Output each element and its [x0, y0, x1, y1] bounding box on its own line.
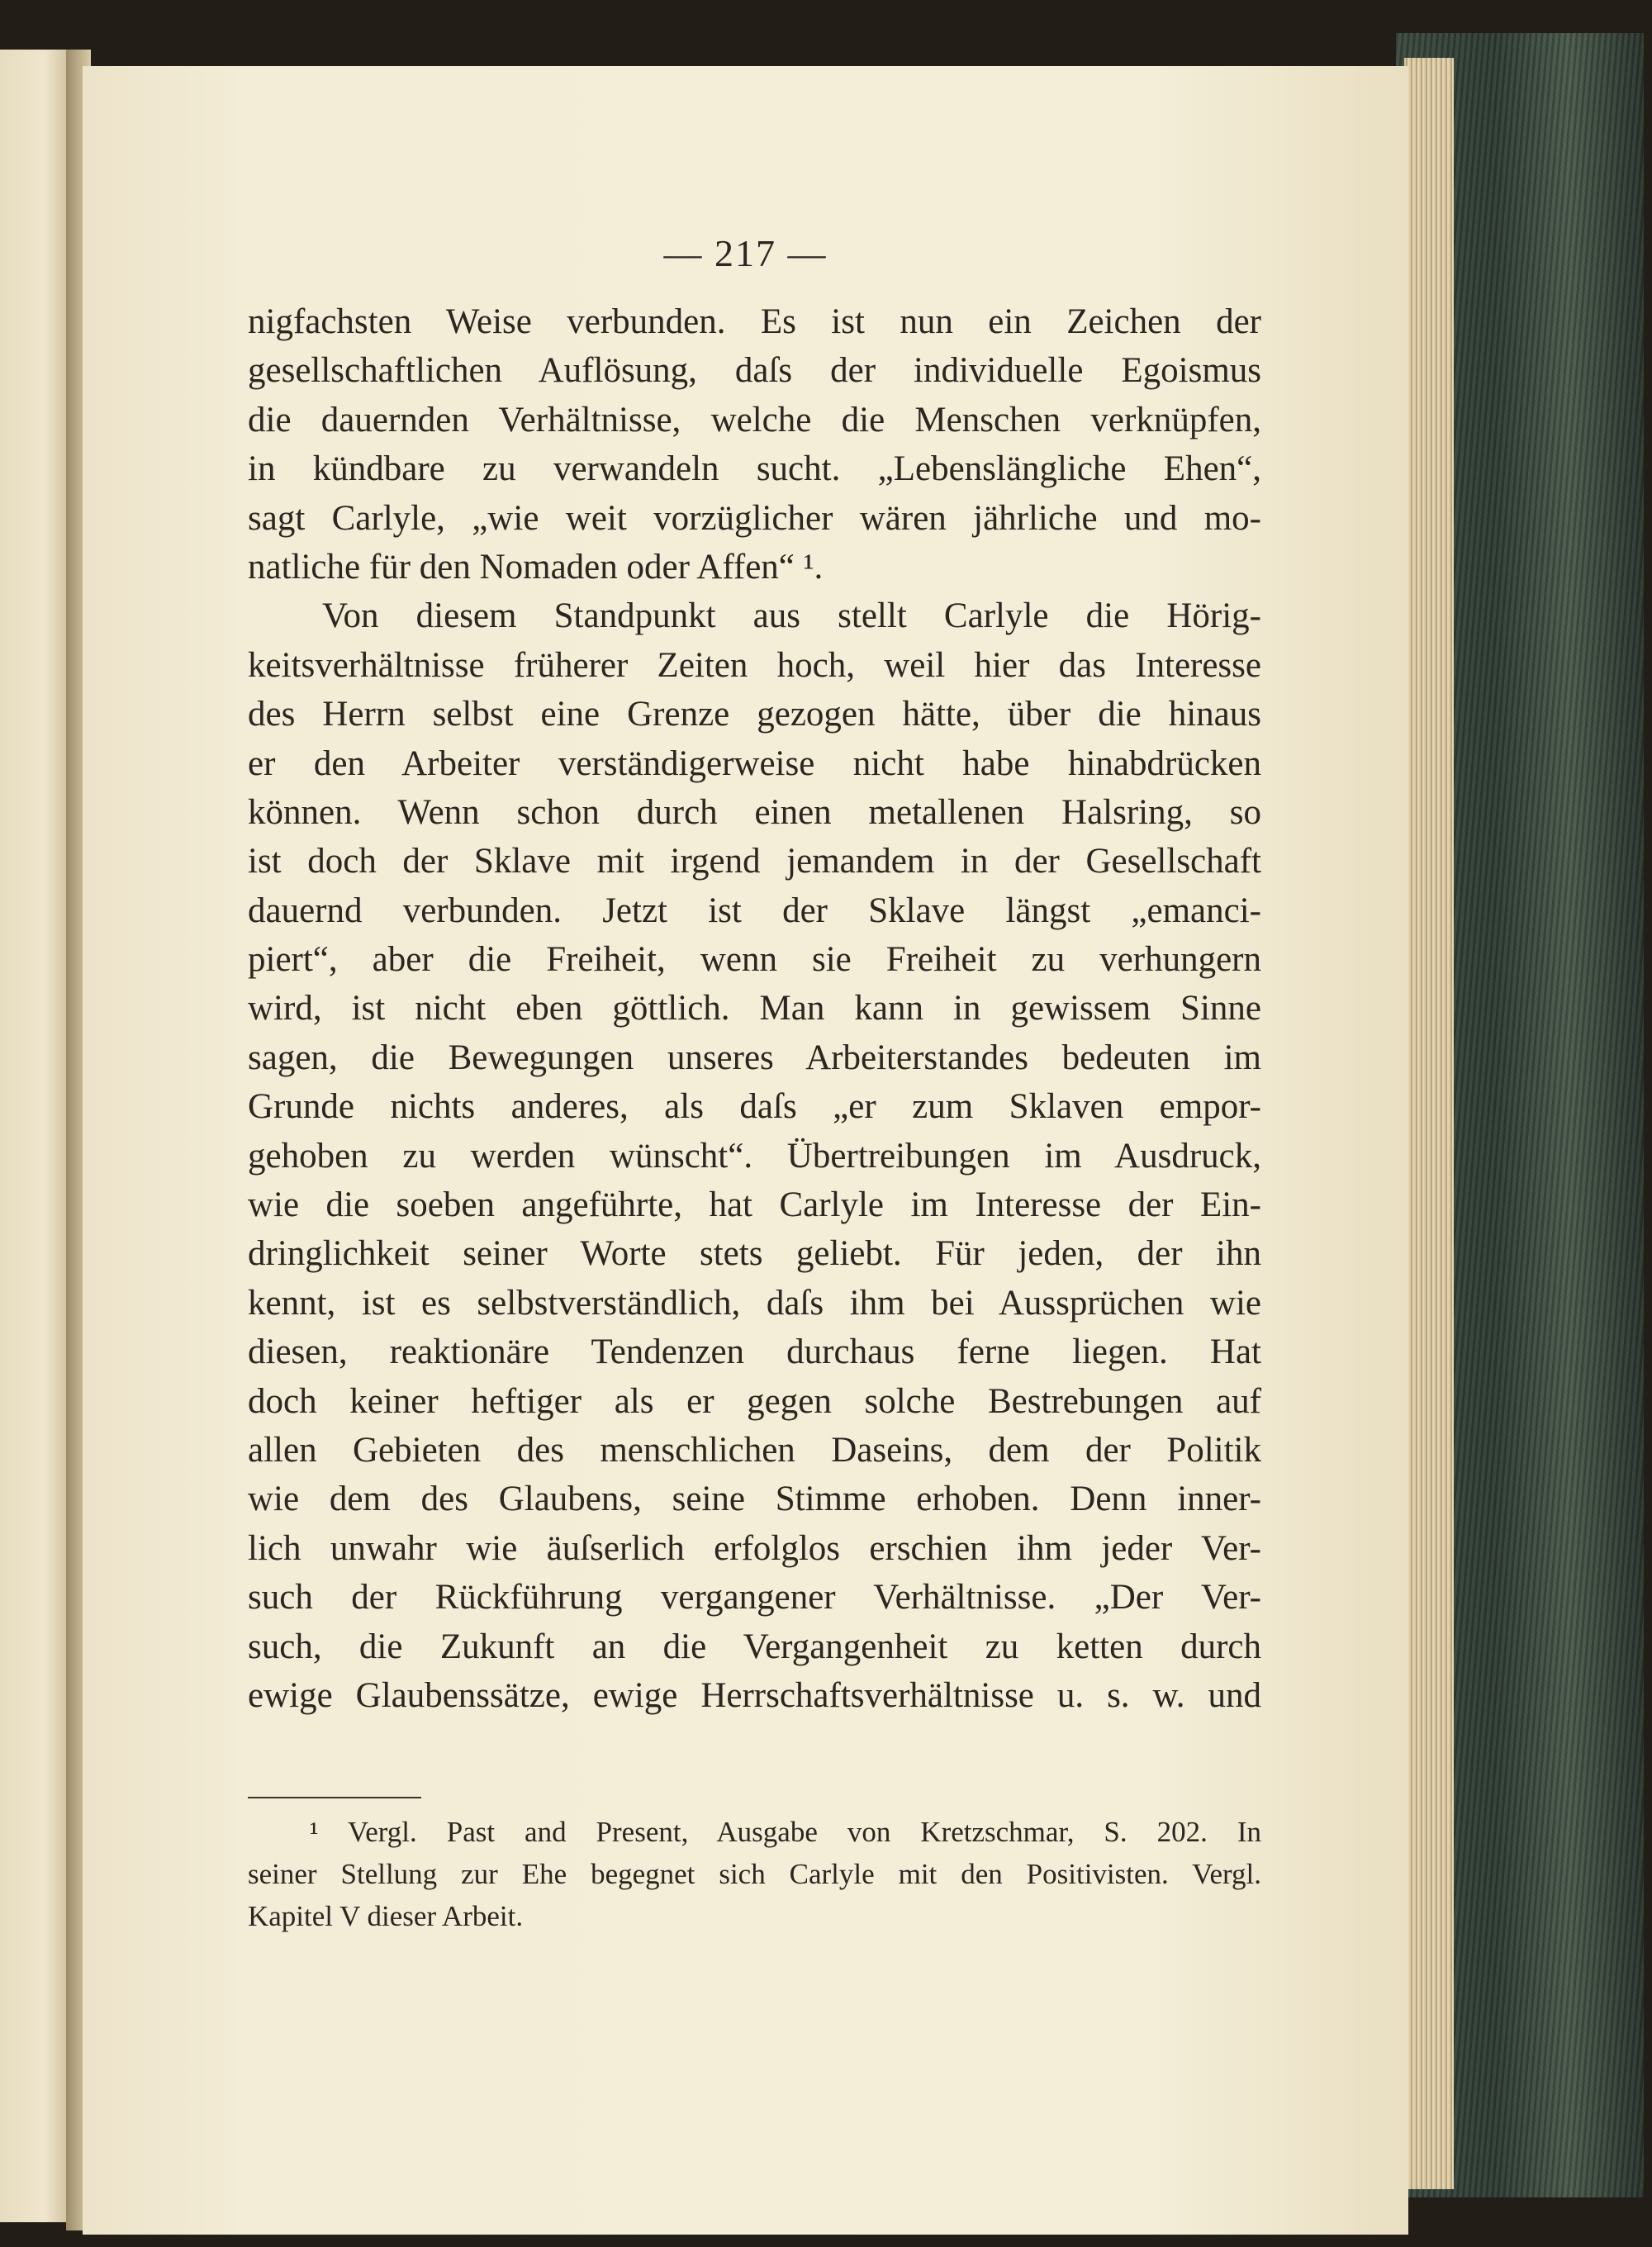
- text-line: such der Rückführung vergangener Verhältnisse. „Der Ver-: [248, 1578, 1261, 1618]
- text-line: wird, ist nicht eben göttlich. Man kann in gewissem Sinne: [248, 989, 1261, 1028]
- footnote: [248, 1811, 1261, 1937]
- text-line: gehoben zu werden wünscht“. Übertreibungen im Ausdruck,: [248, 1136, 1261, 1176]
- text-line: natliche für den Nomaden oder Affen“ ¹.: [248, 547, 824, 587]
- text-line: er den Arbeiter verständigerweise nicht habe hinabdrücken: [248, 743, 1261, 783]
- page-number: — 217 —: [663, 232, 828, 274]
- text-line: such, die Zukunft an die Vergangenheit zu ketten durch: [248, 1627, 1261, 1666]
- text-line: in kündbare zu verwandeln sucht. „Lebenslängliche Ehen“,: [248, 449, 1261, 489]
- text-line: allen Gebieten des menschlichen Daseins, dem der Politik: [248, 1430, 1261, 1470]
- text-line: nigfachsten Weise verbunden. Es ist nun ein Zeichen der: [248, 302, 1261, 341]
- text-line: lich unwahr wie äuſserlich erfolglos erschien ihm jeder Ver-: [248, 1528, 1261, 1568]
- text-line: die dauernden Verhältnisse, welche die Menschen verknüpfen,: [248, 400, 1261, 439]
- text-line: diesen, reaktionäre Tendenzen durchaus ferne liegen. Hat: [248, 1333, 1261, 1372]
- text-line: doch keiner heftiger als er gegen solche Bestrebungen auf: [248, 1381, 1261, 1421]
- book-page: [83, 66, 1408, 2235]
- text-line: können. Wenn schon durch einen metallenen Halsring, so: [248, 792, 1261, 832]
- text-line: gesellschaftlichen Auflösung, daſs der individuelle Egoismus: [248, 351, 1261, 391]
- text-line: Von diesem Standpunkt aus stellt Carlyle die Hörig-: [322, 596, 1261, 636]
- text-line: ewige Glaubenssätze, ewige Herrschaftsverhältnisse u. s. w. und: [248, 1675, 1261, 1715]
- footnote-line: ¹ Vergl. Past and Present, Ausgabe von Kretzschmar, S. 202. In: [310, 1816, 1261, 1848]
- text-line: ist doch der Sklave mit irgend jemandem in der Gesellschaft: [248, 842, 1261, 881]
- text-line: sagen, die Bewegungen unseres Arbeiterstandes bedeuten im: [248, 1038, 1261, 1077]
- text-line: dringlichkeit seiner Worte stets geliebt. Für jeden, der ihn: [248, 1234, 1261, 1274]
- footnote-line: Kapitel V dieser Arbeit.: [248, 1900, 524, 1932]
- page-edges: [1404, 58, 1454, 2189]
- footnote-divider: [248, 1797, 421, 1798]
- text-line: piert“, aber die Freiheit, wenn sie Freiheit zu verhungern: [248, 940, 1261, 980]
- body-text: [248, 297, 1261, 1720]
- text-line: des Herrn selbst eine Grenze gezogen hätte, über die hinaus: [248, 695, 1261, 734]
- text-line: sagt Carlyle, „wie weit vorzüglicher wären jährliche und mo-: [248, 498, 1261, 538]
- text-line: keitsverhältnisse früherer Zeiten hoch, weil hier das Interesse: [248, 645, 1261, 685]
- text-line: dauernd verbunden. Jetzt ist der Sklave längst „emanci-: [248, 891, 1261, 930]
- text-line: wie die soeben angeführte, hat Carlyle im Interesse der Ein-: [248, 1185, 1261, 1225]
- left-page-edge: [0, 50, 74, 2222]
- text-line: kennt, ist es selbstverständlich, daſs ihm bei Aussprüchen wie: [248, 1283, 1261, 1323]
- text-line: wie dem des Glaubens, seine Stimme erhoben. Denn inner-: [248, 1480, 1261, 1519]
- footnote-line: seiner Stellung zur Ehe begegnet sich Carlyle mit den Positivisten. Vergl.: [248, 1858, 1261, 1890]
- text-line: Grunde nichts anderes, als daſs „er zum Sklaven empor-: [248, 1087, 1261, 1127]
